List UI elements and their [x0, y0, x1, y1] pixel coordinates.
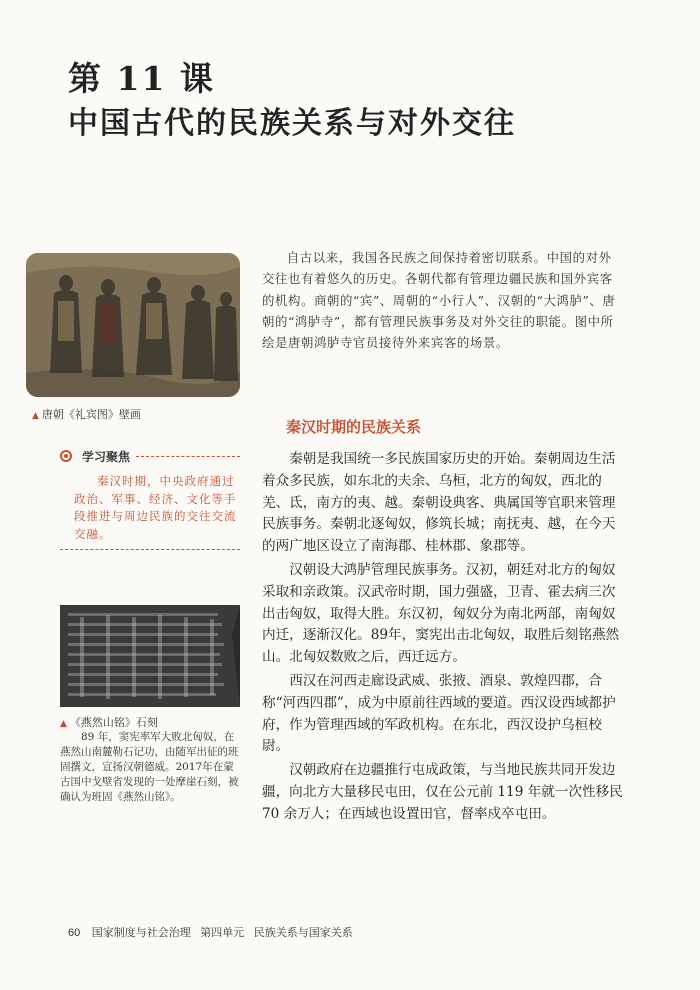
tang-mural-image: [26, 253, 240, 397]
page-number: 60: [68, 927, 81, 939]
inscription-caption: ▲ 《燕然山铭》石刻: [60, 716, 158, 729]
section-title: 秦汉时期的民族关系: [286, 418, 422, 436]
lesson-number: 第 11 课: [68, 59, 215, 98]
unit-label: 第四单元: [200, 926, 245, 939]
body-paragraph: 西汉在河西走廊设武威、张掖、酒泉、敦煌四郡，合称“河西四郡”，成为中原前往西域的要道。西汉设西域都护府，作为管理西域的军政机构。在东北，西汉设护乌桓校尉。: [262, 672, 616, 755]
lesson-title: 中国古代的民族关系与对外交往: [68, 106, 516, 141]
section-body: [262, 449, 624, 828]
inscription-note: 89 年，窦宪率军大败北匈奴，在燕然山南麓勒石记功，由随军出征的班固撰文，宣扬汉朝德威。2017年在蒙古国中戈壁省发现的一处摩崖石刻，被确认为班固《燕然山铭》。: [60, 731, 239, 803]
triangle-marker-icon: ▲: [60, 719, 67, 729]
learning-focus-text: 秦汉时期，中央政府通过政治、军事、经济、文化等手段推进与周边民族的交往交流交融。: [74, 474, 237, 541]
learning-focus-label: 学习聚焦: [82, 449, 131, 464]
mural-caption: ▲ 唐朝《礼宾图》壁画: [32, 408, 141, 421]
focus-bottom-divider: [60, 549, 240, 550]
unit-title: 民族关系与国家关系: [253, 926, 353, 939]
triangle-marker-icon: ▲: [32, 411, 39, 421]
body-paragraph: 汉朝设大鸿胪管理民族事务。汉初，朝廷对北方的匈奴采取和亲政策。汉武帝时期，国力强盛，卫青、霍去病三次出击匈奴，取得大胜。东汉初，匈奴分为南北两部，南匈奴内迁，逐渐汉化。89年，窦宪出击北匈奴，取胜后刻铭燕然山。北匈奴数败之后，西迁远方。: [262, 561, 620, 666]
body-paragraph: 秦朝是我国统一多民族国家历史的开始。秦朝周边生活着众多民族，如东北的夫余、乌桓，北方的匈奴，西北的羌、氐，南方的夷、越。秦朝设典客、典属国等官职来管理民族事务。秦朝北逐匈奴，修筑长城；南抚夷、越，在今天的两广地区设立了南海郡、桂林郡、象郡等。: [262, 451, 616, 555]
book-title: 国家制度与社会治理: [91, 926, 191, 939]
inscription-image: [60, 605, 240, 707]
page-title: [68, 59, 516, 141]
focus-divider: [136, 456, 240, 457]
body-paragraph: 汉朝政府在边疆推行屯成政策，与当地民族共同开发边疆，向北方大量移民屯田，仅在公元前 119 年就一次性移民 70 余万人；在西域也设置田官，督率戍卒屯田。: [262, 762, 623, 822]
learning-focus-box: [60, 449, 240, 543]
learning-focus-header: [60, 449, 240, 463]
page-footer: [68, 924, 353, 940]
intro-paragraph: 自古以来，我国各民族之间保持着密切联系。中国的对外交往也有着悠久的历史。各朝代都有管理边疆民族和国外宾客的机构。商朝的“宾”、周朝的“小行人”、汉朝的“大鸿胪”、唐朝的“鸿胪寺”，都有管理民族事务及对外交往的职能。图中所绘是唐朝鸿胪寺官员接待外来宾客的场景。: [262, 250, 616, 351]
focus-target-icon: [60, 450, 72, 462]
